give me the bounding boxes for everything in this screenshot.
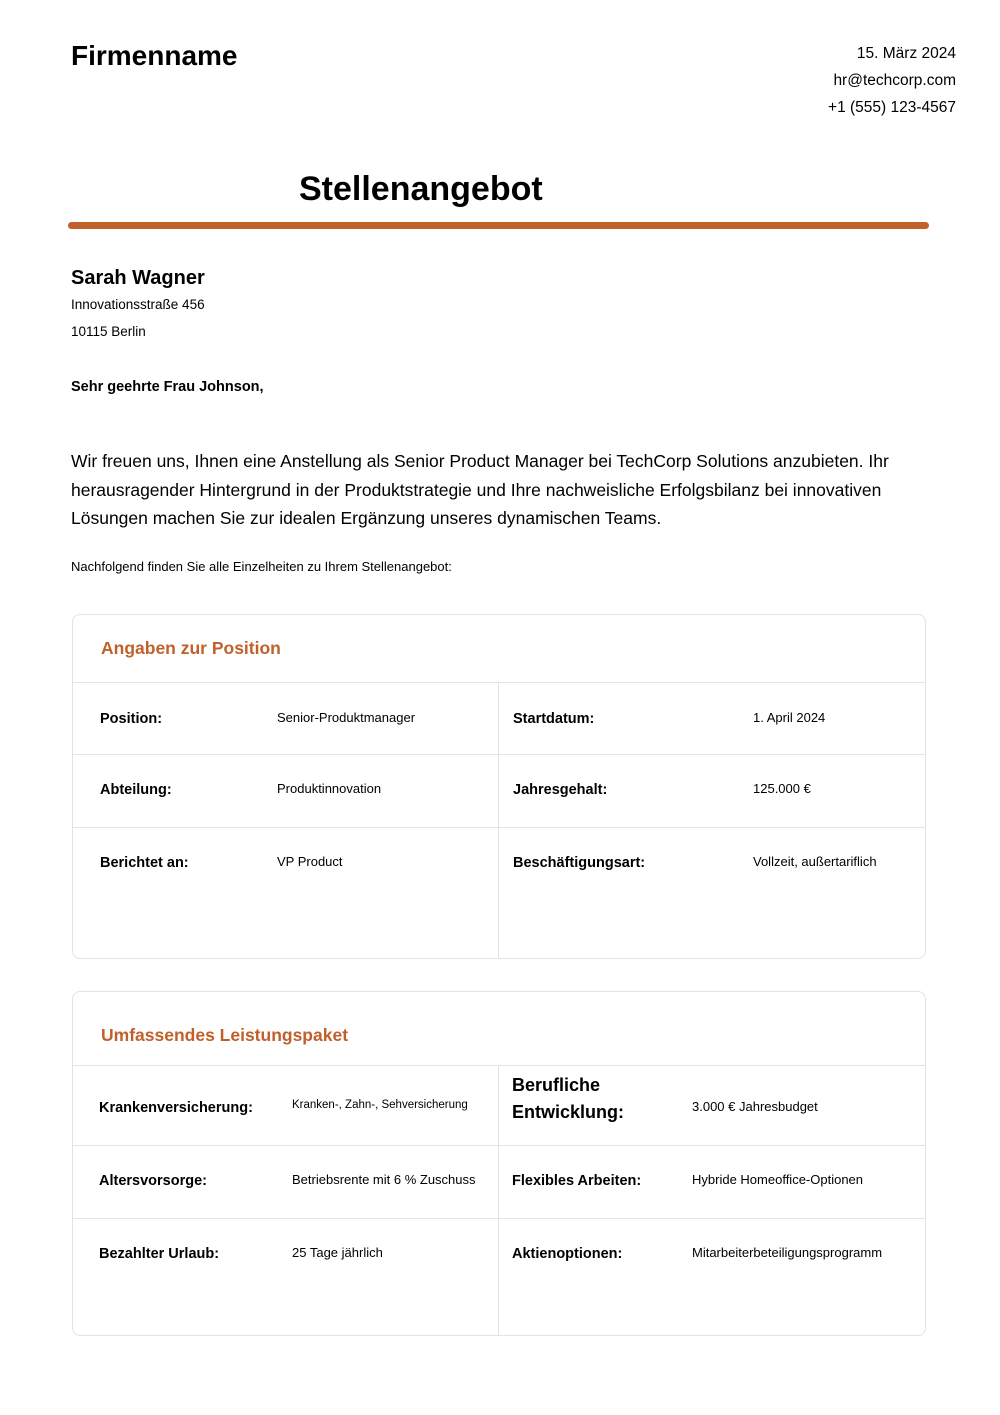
recipient-name: Sarah Wagner	[71, 267, 205, 289]
title-divider	[68, 222, 929, 229]
details-lead: Nachfolgend finden Sie alle Einzelheiten zu Ihrem Stellenangebot:	[71, 559, 452, 574]
benefits-section-title: Umfassendes Leistungspaket	[73, 992, 925, 1066]
benefit-label: Altersvorsorge:	[99, 1173, 207, 1189]
benefit-value: Betriebsrente mit 6 % Zuschuss	[292, 1172, 476, 1187]
detail-label: Beschäftigungsart:	[513, 855, 646, 871]
company-name: Firmenname	[71, 40, 238, 71]
salutation: Sehr geehrte Frau Johnson,	[71, 379, 264, 395]
detail-label: Position:	[100, 711, 163, 727]
detail-label: Abteilung:	[100, 782, 172, 798]
recipient-city: 10115 Berlin	[71, 324, 146, 339]
letter-date: 15. März 2024	[856, 45, 956, 62]
position-details-card	[72, 614, 926, 959]
detail-value: 125.000 €	[753, 781, 811, 796]
detail-cell	[499, 828, 925, 958]
benefit-value: Mitarbeiterbeteiligungsprogramm	[692, 1245, 883, 1260]
detail-cell	[73, 755, 499, 828]
benefit-cell	[499, 1219, 925, 1336]
benefit-label: Krankenversicherung:	[99, 1100, 253, 1116]
benefit-value: 25 Tage jährlich	[292, 1245, 383, 1260]
benefit-cell	[73, 1066, 499, 1146]
detail-value: Produktinnovation	[277, 781, 382, 796]
position-section-title: Angaben zur Position	[73, 615, 925, 683]
detail-value: 1. April 2024	[753, 710, 826, 725]
detail-label: Startdatum:	[513, 711, 595, 727]
contact-email: hr@techcorp.com	[833, 72, 956, 89]
detail-value: Vollzeit, außertariflich	[753, 854, 877, 869]
detail-label: Berichtet an:	[100, 855, 189, 871]
detail-label: Jahresgehalt:	[513, 782, 608, 798]
contact-block	[828, 40, 956, 121]
benefit-label: Berufliche Entwicklung:	[512, 1075, 624, 1122]
benefit-cell	[73, 1219, 499, 1336]
contact-phone: +1 (555) 123-4567	[828, 99, 956, 116]
benefit-value: 3.000 € Jahresbudget	[692, 1099, 818, 1114]
benefit-label: Aktienoptionen:	[512, 1246, 623, 1262]
benefit-value: Kranken-, Zahn-, Sehversicherung	[292, 1099, 468, 1111]
benefit-label: Flexibles Arbeiten:	[512, 1173, 642, 1189]
benefit-label: Bezahlter Urlaub:	[99, 1246, 220, 1262]
benefit-cell	[499, 1146, 925, 1219]
detail-cell	[73, 828, 499, 958]
detail-value: Senior-Produktmanager	[277, 710, 416, 725]
benefit-cell	[499, 1066, 925, 1146]
detail-cell	[499, 755, 925, 828]
benefits-card	[72, 991, 926, 1336]
detail-value: VP Product	[277, 854, 343, 869]
benefit-cell	[73, 1146, 499, 1219]
document-title: Stellenangebot	[299, 170, 543, 208]
recipient-street: Innovationsstraße 456	[71, 297, 205, 312]
benefit-value: Hybride Homeoffice-Optionen	[692, 1172, 864, 1187]
intro-paragraph: Wir freuen uns, Ihnen eine Anstellung als Senior Product Manager bei TechCorp Solutions anzubieten. Ihr herausragender Hintergrund in der Produktstrategie und Ihre nachweisliche Erfolgsbilanz bei innovativen Lösungen machen Sie zur idealen Ergänzung unseres dynamischen Teams.	[71, 451, 889, 528]
detail-cell	[499, 683, 925, 755]
detail-cell	[73, 683, 499, 755]
